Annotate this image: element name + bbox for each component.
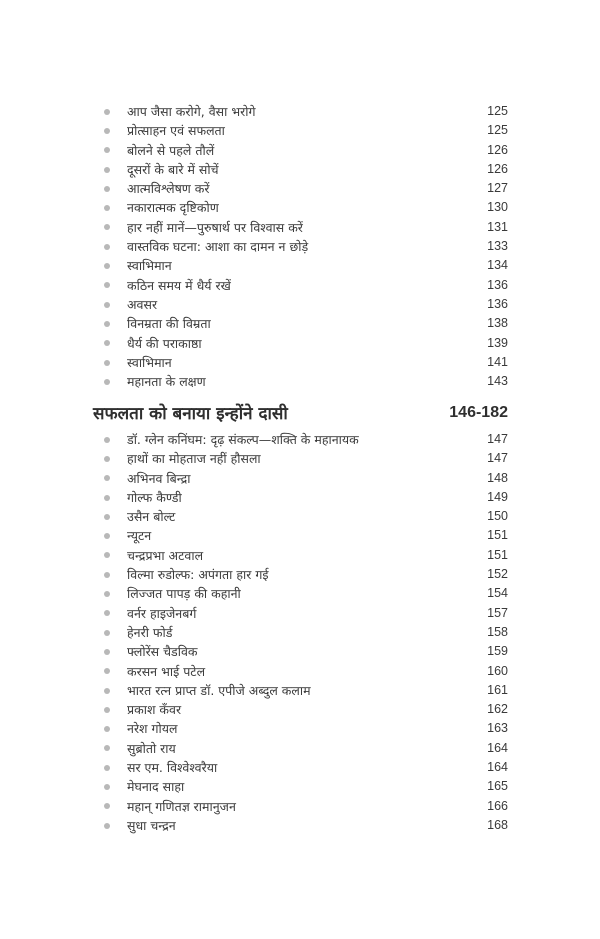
toc-entry-title: अवसर <box>127 296 158 312</box>
bullet-icon <box>104 244 110 250</box>
toc-entry-title: स्वाभिमान <box>127 258 172 274</box>
toc-entry[interactable] <box>98 353 508 372</box>
bullet-icon <box>104 803 110 809</box>
toc-entry-title: नरेश गोयल <box>127 721 178 737</box>
toc-entry[interactable] <box>98 584 508 603</box>
toc-entry-title: लिज्जत पापड़ की कहानी <box>127 586 241 602</box>
toc-entry-title: आप जैसा करोगे, वैसा भरोगे <box>127 104 256 119</box>
toc-entry-title: हेनरी फोर्ड <box>127 624 173 640</box>
toc-entry[interactable] <box>98 488 508 507</box>
toc-entry-page: 162 <box>487 702 508 717</box>
toc-entry-title: गोल्फ कैण्डी <box>127 489 182 505</box>
toc-entry-title: नकारात्मक दृष्टिकोण <box>127 200 219 216</box>
toc-entry-page: 148 <box>487 470 508 485</box>
toc-entry[interactable] <box>98 179 508 198</box>
bullet-icon <box>104 224 110 230</box>
toc-entry-title: आत्मविश्लेषण करें <box>127 181 210 197</box>
toc-entry-title: उसैन बोल्ट <box>127 509 176 525</box>
toc-entry-page: 136 <box>487 296 508 311</box>
toc-entry[interactable] <box>98 102 508 121</box>
toc-entry-page: 165 <box>487 779 508 794</box>
toc-entry-title: वर्नर हाइजेनबर्ग <box>127 605 197 621</box>
toc-entry-page: 147 <box>487 432 508 446</box>
bullet-icon <box>104 707 110 713</box>
toc-entry-page: 168 <box>487 817 508 832</box>
bullet-icon <box>104 784 110 790</box>
toc-entry-title: महान् गणितज्ञ रामानुजन <box>127 798 236 814</box>
toc-entry-page: 126 <box>487 142 508 157</box>
toc-entry[interactable] <box>98 662 508 681</box>
bullet-icon <box>104 726 110 732</box>
toc-entry-page: 154 <box>487 586 508 601</box>
toc-entry[interactable] <box>98 218 508 237</box>
bullet-icon <box>104 340 110 346</box>
bullet-icon <box>104 668 110 674</box>
toc-entry-page: 130 <box>487 200 508 215</box>
toc-entry[interactable] <box>98 526 508 545</box>
toc-entry-title: डॉ. ग्लेन कनिंघम: दृढ़ संकल्प—शक्ति के महानायक <box>127 432 359 447</box>
bullet-icon <box>104 688 110 694</box>
toc-entry-title: फ्लोरेंस चैडविक <box>127 644 198 660</box>
toc-entry[interactable] <box>98 719 508 738</box>
toc-entry-title: विनम्रता की विम्रता <box>127 316 211 332</box>
bullet-icon <box>104 649 110 655</box>
toc-entry[interactable] <box>98 507 508 526</box>
toc-entry[interactable] <box>98 604 508 623</box>
bullet-icon <box>104 437 110 443</box>
toc-entry[interactable] <box>98 121 508 140</box>
toc-entry-page: 151 <box>487 528 508 543</box>
toc-entry-page: 161 <box>487 682 508 697</box>
toc-entry-page: 147 <box>487 451 508 466</box>
bullet-icon <box>104 321 110 327</box>
bullet-icon <box>104 475 110 481</box>
toc-entry-title: हाथों का मोहताज नहीं हौसला <box>127 451 261 467</box>
bullet-icon <box>104 379 110 385</box>
toc-entry-page: 134 <box>487 258 508 273</box>
toc-entry-page: 157 <box>487 605 508 620</box>
toc-entry[interactable] <box>98 372 508 391</box>
toc-entry[interactable] <box>98 314 508 333</box>
toc-entry[interactable] <box>98 681 508 700</box>
toc-entry-page: 163 <box>487 721 508 736</box>
toc-entry[interactable] <box>98 256 508 275</box>
toc-entry[interactable] <box>98 546 508 565</box>
bullet-icon <box>104 610 110 616</box>
toc-entry-page: 143 <box>487 374 508 389</box>
bullet-icon <box>104 147 110 153</box>
toc-entry-page: 152 <box>487 567 508 582</box>
toc-entry-page: 127 <box>487 181 508 196</box>
toc-entry-title: सुब्रोतो राय <box>127 740 176 756</box>
toc-entry-page: 149 <box>487 489 508 504</box>
toc-entry[interactable] <box>98 642 508 661</box>
toc-entry[interactable] <box>98 469 508 488</box>
toc-entry[interactable] <box>98 816 508 835</box>
toc-entry[interactable] <box>98 797 508 816</box>
toc-entry-page: 166 <box>487 798 508 813</box>
bullet-icon <box>104 495 110 501</box>
toc-entry-title: महानता के लक्षण <box>127 374 206 390</box>
toc-entry-page: 141 <box>487 354 508 369</box>
bullet-icon <box>104 745 110 751</box>
toc-entry-title: हार नहीं मानें—पुरुषार्थ पर विश्वास करें <box>127 219 303 235</box>
toc-entry-title: वास्तविक घटना: आशा का दामन न छोड़े <box>127 239 309 255</box>
toc-entry-page: 151 <box>487 547 508 562</box>
toc-entry-page: 139 <box>487 335 508 350</box>
toc-entry[interactable] <box>98 623 508 642</box>
bullet-icon <box>104 533 110 539</box>
toc-entry-title: न्यूटन <box>127 528 152 544</box>
toc-entry-page: 136 <box>487 277 508 292</box>
bullet-icon <box>104 128 110 134</box>
toc-entry-title: बोलने से पहले तौलें <box>127 142 215 158</box>
bullet-icon <box>104 205 110 211</box>
bullet-icon <box>104 572 110 578</box>
toc-entry[interactable] <box>98 295 508 314</box>
bullet-icon <box>104 167 110 173</box>
toc-entry-title: स्वाभिमान <box>127 354 172 370</box>
toc-entry-page: 150 <box>487 509 508 524</box>
toc-entry-title: सुधा चन्द्रन <box>127 817 176 833</box>
toc-entry-title: अभिनव बिन्द्रा <box>127 470 191 486</box>
bullet-icon <box>104 591 110 597</box>
bullet-icon <box>104 186 110 192</box>
toc-entry[interactable] <box>98 700 508 719</box>
toc-entry[interactable] <box>98 739 508 758</box>
toc-entry[interactable] <box>98 449 508 468</box>
bullet-icon <box>104 514 110 520</box>
toc-entry[interactable] <box>98 430 508 449</box>
toc-entry-title: धैर्य की पराकाष्ठा <box>127 335 202 351</box>
toc-entry-page: 158 <box>487 624 508 639</box>
toc-entry[interactable] <box>98 334 508 353</box>
bullet-icon <box>104 765 110 771</box>
toc-entry-page: 164 <box>487 740 508 755</box>
section-heading[interactable] <box>93 401 508 424</box>
bullet-icon <box>104 109 110 115</box>
section-title: सफलता को बनाया इन्होंने दासी <box>93 404 288 424</box>
toc-entry[interactable] <box>98 160 508 179</box>
toc-entry-page: 125 <box>487 123 508 138</box>
toc-entry-title: कठिन समय में धैर्य रखें <box>127 277 231 293</box>
section-page-range: 146-182 <box>449 403 508 421</box>
toc-entry-page: 164 <box>487 760 508 775</box>
toc-entry[interactable] <box>98 276 508 295</box>
toc-entry-title: भारत रत्न प्राप्त डॉ. एपीजे अब्दुल कलाम <box>127 682 311 698</box>
toc-entry[interactable] <box>98 141 508 160</box>
toc-entry-title: विल्मा रुडोल्फ: अपंगता हार गई <box>127 567 269 583</box>
bullet-icon <box>104 263 110 269</box>
toc-entry[interactable] <box>98 565 508 584</box>
toc-entry-title: प्रोत्साहन एवं सफलता <box>127 123 225 139</box>
toc-entry[interactable] <box>98 237 508 256</box>
toc-entry-title: प्रकाश कँवर <box>127 702 182 718</box>
toc-entry-page: 133 <box>487 239 508 254</box>
toc-entry-page: 159 <box>487 644 508 659</box>
bullet-icon <box>104 302 110 308</box>
toc-list-second <box>98 430 508 835</box>
bullet-icon <box>104 360 110 366</box>
toc-entry[interactable] <box>98 198 508 217</box>
toc-entry[interactable] <box>98 758 508 777</box>
bullet-icon <box>104 630 110 636</box>
toc-entry-page: 131 <box>487 219 508 234</box>
toc-entry-title: सर एम. विश्वेश्वरैया <box>127 760 218 776</box>
toc-entry-page: 138 <box>487 316 508 331</box>
toc-entry-title: दूसरों के बारे में सोचें <box>127 161 219 177</box>
bullet-icon <box>104 552 110 558</box>
toc-entry-title: चन्द्रप्रभा अटवाल <box>127 547 204 563</box>
toc-entry-page: 125 <box>487 104 508 118</box>
toc-entry-page: 126 <box>487 161 508 176</box>
toc-list-first <box>98 102 508 391</box>
bullet-icon <box>104 823 110 829</box>
toc-entry-title: करसन भाई पटेल <box>127 663 206 679</box>
toc-entry[interactable] <box>98 777 508 796</box>
toc-entry-page: 160 <box>487 663 508 678</box>
toc-entry-title: मेघनाद साहा <box>127 779 185 795</box>
bullet-icon <box>104 282 110 288</box>
bullet-icon <box>104 456 110 462</box>
